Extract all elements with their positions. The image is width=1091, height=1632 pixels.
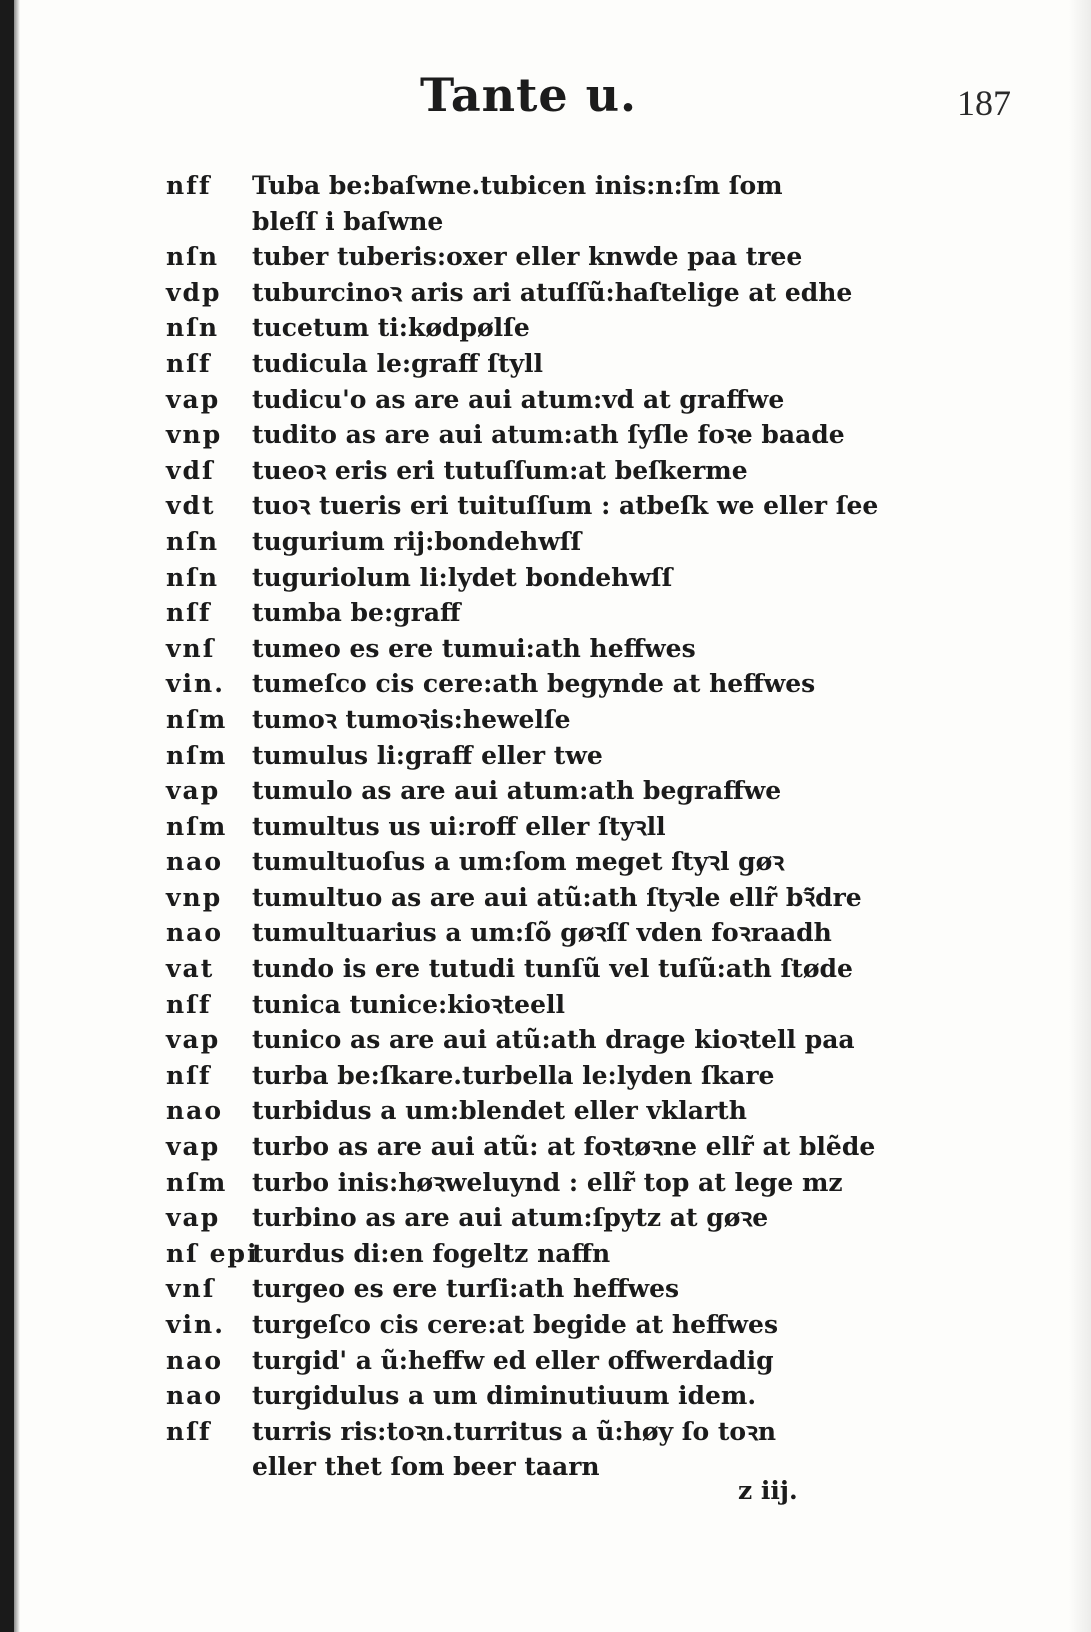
dictionary-entries — [166, 168, 926, 1485]
dictionary-entry — [166, 773, 926, 809]
dictionary-entry — [166, 239, 926, 275]
entry-text: tumultuo as are aui atũ:ath ſtyꝛle ellr̃ bꝛ̃dre — [252, 882, 862, 912]
dictionary-entry — [166, 1414, 926, 1450]
grammar-code: vin. — [166, 669, 225, 699]
entry-text: turba be:ſkare.turbella le:lyden ſkare — [252, 1060, 775, 1090]
entry-text: turbidus a um:blendet eller vklarth — [252, 1096, 747, 1126]
grammar-code: vnp — [166, 420, 223, 450]
dictionary-entry — [166, 346, 926, 382]
dictionary-entry — [166, 382, 926, 418]
grammar-code: nſ epi — [166, 1238, 259, 1268]
grammar-code: nſf — [166, 598, 212, 628]
entry-text: tuoꝛ tueris eri tuituſſum : atbeſk we eller ſee — [252, 491, 879, 521]
entry-text: tuber tuberis:oxer eller knwde paa tree — [252, 242, 803, 272]
entry-text: turbo as are aui atũ: at foꝛtøꝛne ellr̃ at blẽde — [252, 1132, 876, 1162]
dictionary-entry — [166, 1307, 926, 1343]
dictionary-entry — [166, 310, 926, 346]
dictionary-entry — [166, 1129, 926, 1165]
dictionary-entry — [166, 702, 926, 738]
grammar-code: vap — [166, 1203, 221, 1233]
grammar-code: vap — [166, 1025, 221, 1055]
entry-text: tudicula le:graff ſtyll — [252, 348, 544, 378]
entry-text: Tuba be:baſwne.tubicen inis:n:ſm ſom — [252, 171, 783, 200]
entry-text: tunica tunice:kioꝛteell — [252, 989, 565, 1019]
dictionary-entry — [166, 560, 926, 596]
dictionary-entry — [166, 488, 926, 524]
dictionary-entry — [166, 275, 926, 311]
grammar-code: nao — [166, 847, 224, 877]
entry-text: tuburcinoꝛ aris ari atuſſũ:haſtelige at edhe — [252, 277, 853, 307]
grammar-code: vdſ — [166, 455, 215, 485]
entry-text: turgeſco cis cere:at begide at heffwes — [252, 1310, 779, 1339]
grammar-code: nſm — [166, 811, 228, 841]
grammar-code: vdt — [166, 491, 216, 521]
grammar-code: nſm — [166, 1167, 228, 1197]
entry-text: turbo inis:høꝛweluynd : ellr̃ top at lege mz — [252, 1167, 843, 1197]
entry-text: turris ris:toꝛn.turritus a ũ:høy ſo toꝛn — [252, 1416, 777, 1446]
grammar-code: nao — [166, 1345, 224, 1375]
grammar-code: nſn — [166, 562, 220, 592]
dictionary-entry — [166, 1093, 926, 1129]
dictionary-entry — [166, 595, 926, 631]
grammar-code: nſm — [166, 704, 228, 734]
entry-text: tumeo es ere tumui:ath heffwes — [252, 633, 696, 663]
grammar-code: vnſ — [166, 1274, 216, 1304]
running-head: Tante u. — [420, 68, 638, 122]
grammar-code: vnſ — [166, 633, 216, 663]
entry-text: turgid' a ũ:heffw ed eller offwerdadig — [252, 1345, 774, 1375]
entry-text: tumultuoſus a um:ſom meget ſtyꝛl gøꝛ — [252, 847, 785, 877]
dictionary-entry — [166, 1236, 926, 1272]
dictionary-entry — [166, 1022, 926, 1058]
dictionary-entry — [166, 880, 926, 916]
grammar-code: nſn — [166, 242, 220, 272]
grammar-code: vdp — [166, 277, 222, 307]
entry-continuation: bleſſ i baſwne — [252, 206, 444, 236]
grammar-code: vap — [166, 384, 221, 414]
grammar-code: nff — [166, 171, 212, 200]
grammar-code: nao — [166, 918, 224, 948]
grammar-code: vap — [166, 1132, 221, 1162]
entry-text: turbino as are aui atum:ſpytz at gøꝛe — [252, 1203, 769, 1233]
entry-text: tumoꝛ tumoꝛis:hewelſe — [252, 704, 571, 734]
grammar-code: nſn — [166, 526, 220, 556]
grammar-code: vat — [166, 954, 215, 984]
entry-text: tueoꝛ eris eri tutuſſum:at beſkerme — [252, 455, 748, 485]
entry-text: tudito as are aui atum:ath ſyſle foꝛe baade — [252, 420, 845, 450]
entry-text: tugurium rij:bondehwſſ — [252, 526, 582, 556]
entry-text: tundo is ere tutudi tunſũ vel tuſũ:ath ſtøde — [252, 954, 853, 984]
dictionary-entry — [166, 1200, 926, 1236]
grammar-code: nſf — [166, 348, 212, 378]
dictionary-entry — [166, 951, 926, 987]
grammar-code: nao — [166, 1381, 224, 1411]
entry-text: tudicu'o as are aui atum:vd at graffwe — [252, 384, 785, 414]
entry-text: turdus di:en fogeltz naffn — [252, 1238, 611, 1268]
entry-text: tumulus li:graff eller twe — [252, 740, 603, 770]
dictionary-entry — [166, 631, 926, 667]
entry-text: tumultuarius a um:ſõ gøꝛſſ vden foꝛraadh — [252, 918, 832, 948]
grammar-code: vnp — [166, 882, 223, 912]
dictionary-entry — [166, 1271, 926, 1307]
dictionary-entry — [166, 1343, 926, 1379]
entry-text: tumultus us ui:roff eller ſtyꝛll — [252, 811, 666, 841]
dictionary-entry — [166, 453, 926, 489]
entry-continuation: eller thet ſom beer taarn — [252, 1452, 600, 1482]
page-number: 187 — [957, 83, 1011, 123]
dictionary-entry — [166, 809, 926, 845]
entry-text: tumulo as are aui atum:ath begraffwe — [252, 776, 782, 806]
grammar-code: nſf — [166, 1060, 212, 1090]
entry-text: tumeſco cis cere:ath begynde at heffwes — [252, 669, 816, 699]
entry-text: turgidulus a um diminutiuum idem. — [252, 1381, 757, 1411]
entry-text: tuguriolum li:lydet bondehwſſ — [252, 562, 673, 592]
entry-text: tumba be:graff — [252, 598, 461, 628]
dictionary-entry — [166, 666, 926, 702]
dictionary-entry — [166, 1058, 926, 1094]
dictionary-entry — [166, 417, 926, 453]
dictionary-entry — [166, 738, 926, 774]
page-right-edge — [1069, 0, 1091, 1632]
dictionary-entry — [166, 168, 926, 204]
grammar-code: vin. — [166, 1310, 225, 1339]
grammar-code: nao — [166, 1096, 224, 1126]
entry-text: tunico as are aui atũ:ath drage kioꝛtell paa — [252, 1025, 855, 1055]
signature-mark: z iij. — [738, 1476, 798, 1505]
dictionary-entry — [166, 987, 926, 1023]
entry-text: tucetum ti:kødpølſe — [252, 313, 530, 343]
dictionary-entry — [166, 1165, 926, 1201]
grammar-code: nſf — [166, 989, 212, 1019]
grammar-code: nſn — [166, 313, 220, 343]
entry-text: turgeo es ere turſi:ath heffwes — [252, 1274, 680, 1304]
grammar-code: nſf — [166, 1416, 212, 1446]
page-left-binding-edge — [0, 0, 14, 1632]
dictionary-entry — [166, 915, 926, 951]
dictionary-entry — [166, 1378, 926, 1414]
page-left-shadow — [14, 0, 20, 1632]
grammar-code: vap — [166, 776, 221, 806]
grammar-code: nſm — [166, 740, 228, 770]
dictionary-entry — [166, 844, 926, 880]
dictionary-entry — [166, 524, 926, 560]
